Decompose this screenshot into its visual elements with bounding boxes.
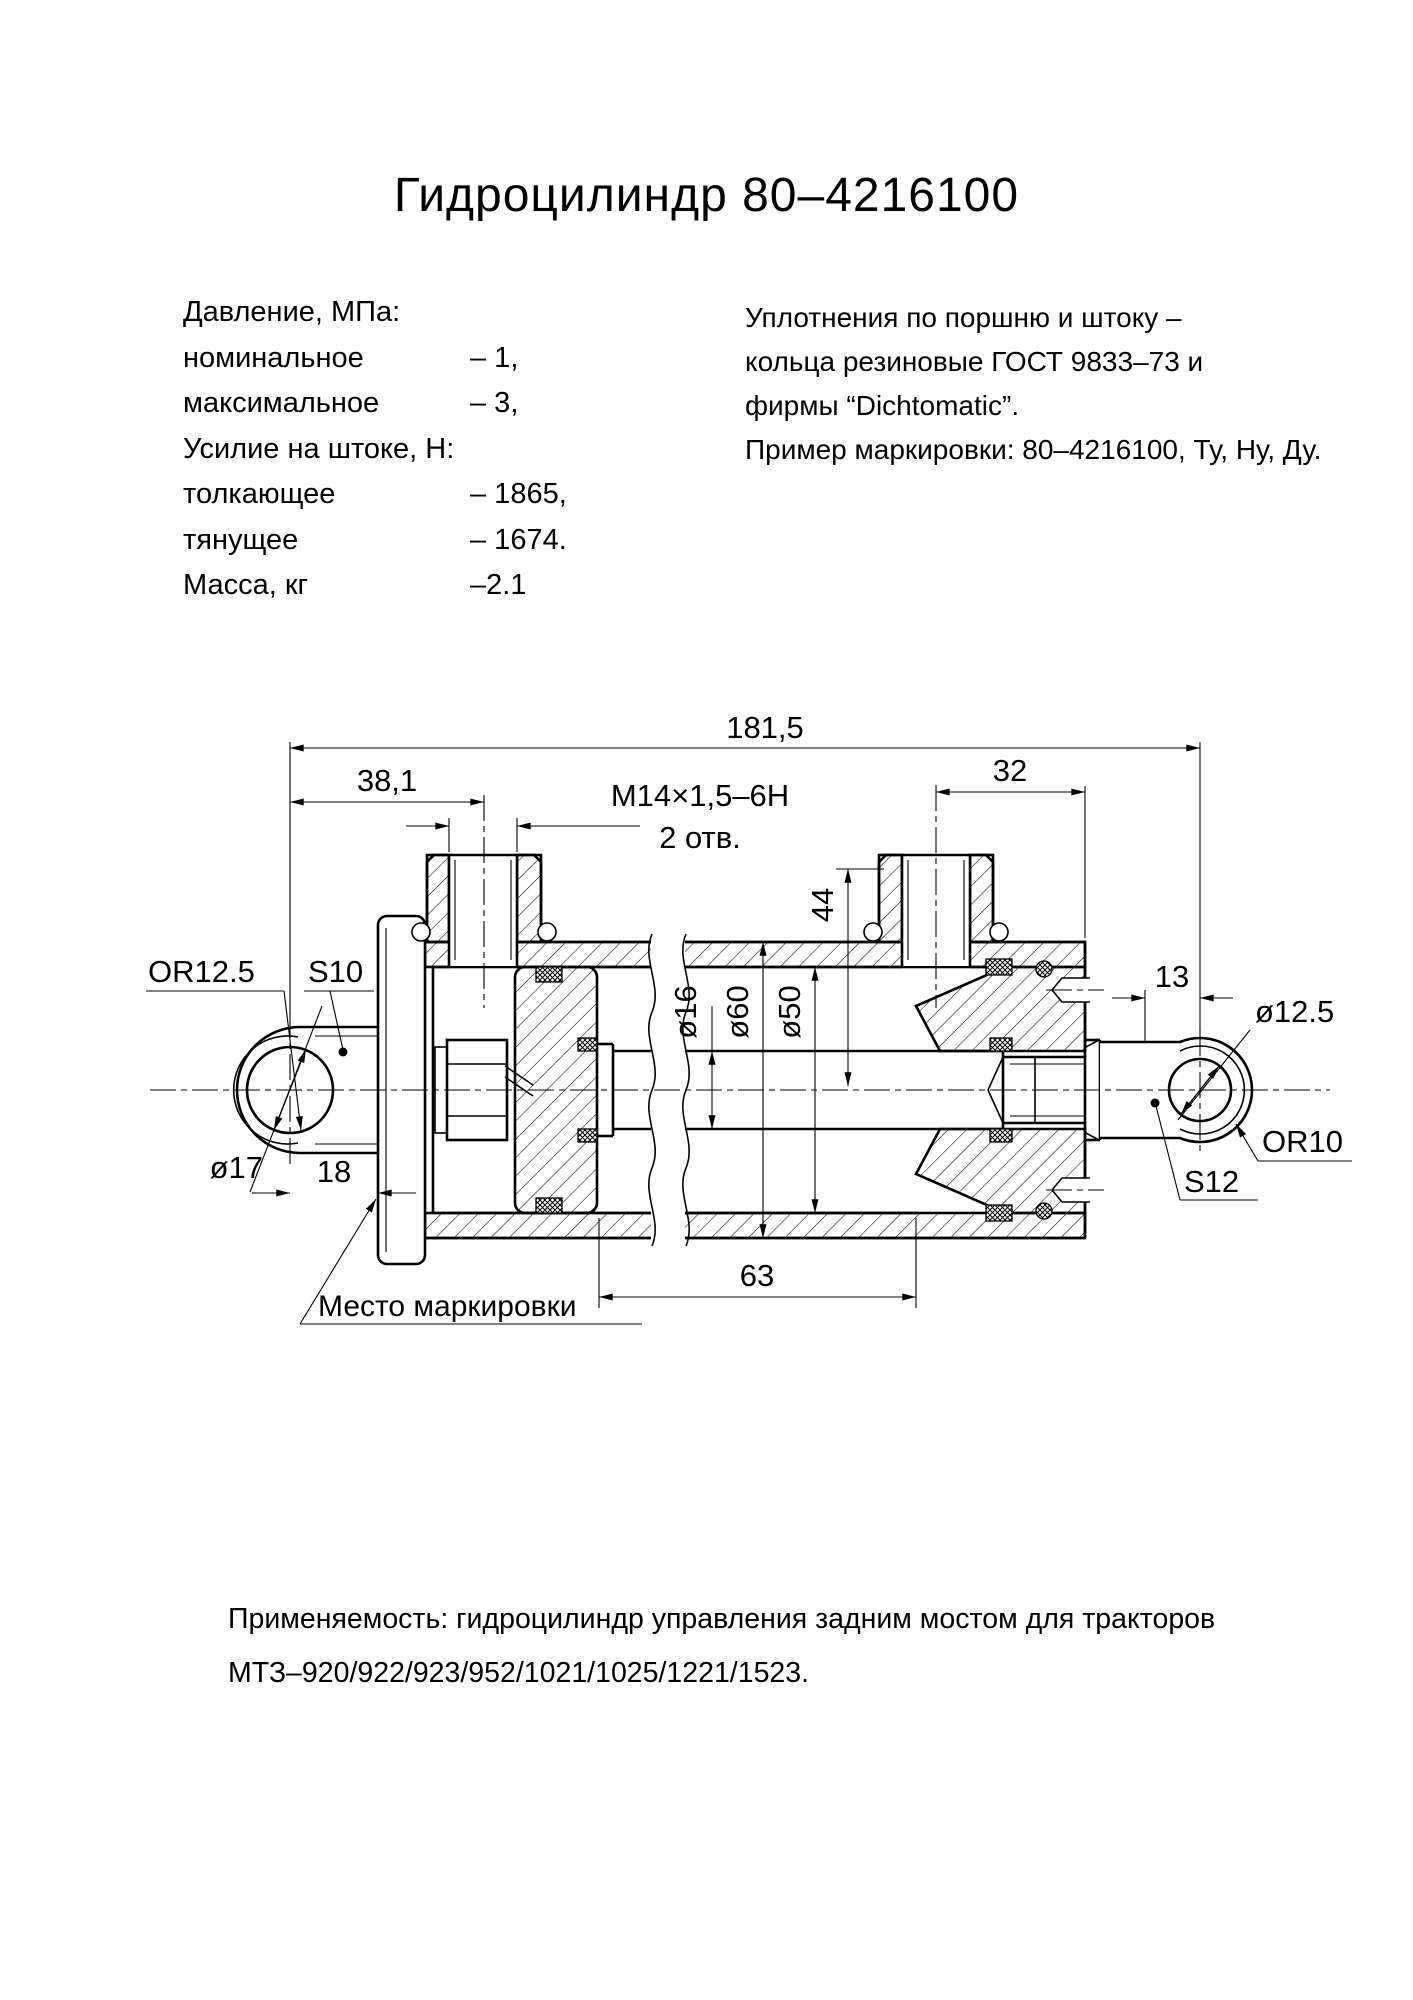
callout-marking-place: Место маркировки: [318, 1290, 577, 1323]
seals-note-line: Уплотнения по поршню и штоку –: [745, 302, 1182, 333]
leader-dot: [339, 1048, 348, 1057]
spec-value: – 1,: [470, 341, 519, 374]
callout-rear-eye-hole: ø12.5: [1255, 994, 1335, 1029]
dim-rear-face-to-eye: 13: [1154, 959, 1190, 994]
dim-eye-to-port: 38,1: [356, 763, 418, 798]
application-line: МТЗ–920/922/923/952/1021/1025/1221/1523.: [228, 1657, 810, 1689]
piston-seal: [536, 1198, 562, 1213]
spec-value: – 3,: [470, 387, 519, 419]
spec-label: тянущее: [183, 523, 299, 556]
callout-rear-eye-ring: OR10: [1262, 1124, 1343, 1159]
spec-value: – 1865,: [470, 478, 567, 510]
spec-value: –2.1: [470, 569, 527, 601]
o-ring: [1036, 961, 1052, 977]
gland-rod-seal: [990, 1129, 1012, 1142]
piston-seal: [536, 967, 562, 982]
seals-note-line: Пример маркировки: 80–4216100, Ту, Ну, Ду.: [745, 434, 1322, 465]
spec-label: Давление, МПа:: [183, 296, 401, 328]
gland-seal: [986, 959, 1012, 975]
application-note: [228, 1592, 1228, 1700]
seals-note-line: кольца резиновые ГОСТ 9833–73 и: [745, 346, 1204, 377]
dim-port-thread: M14×1,5–6H: [610, 778, 790, 813]
spec-label: Масса, кг: [183, 569, 309, 601]
callout-front-eye-hole: ø17: [209, 1150, 263, 1185]
callout-front-eye-flat: S10: [308, 954, 364, 989]
spec-value: – 1674.: [470, 523, 567, 556]
dim-stroke: 63: [739, 1258, 775, 1293]
dim-rod-diameter: ø16: [668, 985, 703, 1039]
spec-label: максимальное: [183, 387, 380, 419]
page-title: Гидроцилиндр 80–4216100: [393, 169, 1020, 222]
dim-outer-diameter: ø60: [720, 985, 755, 1039]
rod-seal: [578, 1038, 597, 1051]
leader-dot: [1151, 1099, 1160, 1108]
break-lines: [649, 930, 689, 1248]
dim-port-height: 44: [805, 887, 840, 923]
dim-port-to-rear-face: 32: [992, 753, 1028, 788]
spec-label: толкающее: [183, 478, 336, 510]
application-line: Применяемость: гидроцилиндр управления задним мостом для тракторов: [228, 1603, 1216, 1635]
o-ring: [1036, 1203, 1052, 1219]
gland-seal: [986, 1205, 1012, 1221]
callout-rear-eye-flat: S12: [1184, 1164, 1240, 1199]
dim-eye-center-to-face: 18: [316, 1154, 352, 1189]
dim-bore-diameter: ø50: [772, 985, 807, 1039]
gland-rod-seal: [990, 1038, 1012, 1051]
dim-port-holes: 2 отв.: [659, 820, 741, 855]
rod-seal: [578, 1129, 597, 1142]
dim-overall-length: 181,5: [726, 710, 804, 745]
spec-label: номинальное: [183, 341, 364, 374]
callout-front-eye-ring: OR12.5: [148, 954, 255, 989]
spec-label: Усилие на штоке, Н:: [183, 432, 455, 465]
seals-note-line: фирмы “Dichtomatic”.: [745, 390, 1020, 421]
